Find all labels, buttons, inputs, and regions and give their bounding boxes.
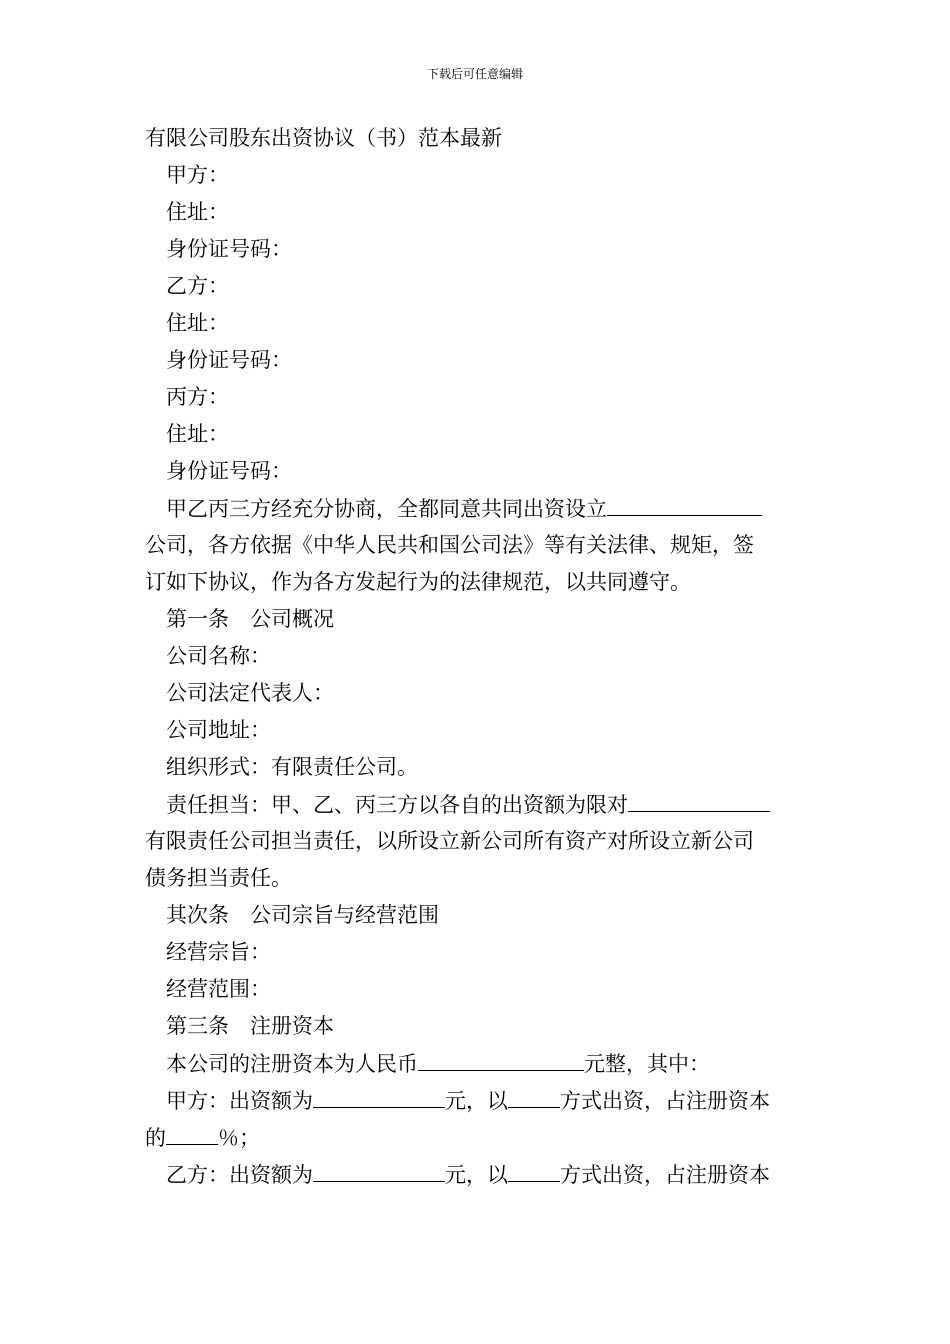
party-c-address: 住址： [166, 422, 229, 446]
party-b-id: 身份证号码： [166, 348, 292, 372]
intro-line-3: 订如下协议，作为各方发起行为的法律规范，以共同遵守。 [145, 570, 691, 594]
intro-line-2: 公司，各方依据《中华人民共和国公司法》等有关法律、规矩，签 [145, 533, 754, 557]
b-method-blank [508, 1159, 560, 1182]
org-form-field: 组织形式：有限责任公司。 [166, 755, 418, 779]
party-a-address: 住址： [166, 200, 229, 224]
purpose-field: 经营宗旨： [166, 940, 271, 964]
capital-text-a: 本公司的注册资本为人民币 [166, 1052, 418, 1076]
a-contrib-text-1: 甲方：出资额为 [166, 1089, 313, 1113]
party-a-id: 身份证号码： [166, 237, 292, 261]
b-contrib-text-3: 方式出资，占注册资本 [560, 1163, 770, 1187]
legal-rep-field: 公司法定代表人： [166, 681, 334, 705]
company-name-field: 公司名称： [166, 644, 271, 668]
capital-amount-blank [418, 1048, 584, 1071]
intro-text-1: 甲乙丙三方经充分协商，全都同意共同出资设立 [166, 497, 607, 521]
liability-line-2: 有限责任公司担当责任，以所设立新公司所有资产对所设立新公司 [145, 829, 754, 853]
intro-line-1 [145, 493, 807, 530]
article-1-heading: 第一条 公司概况 [166, 607, 334, 631]
a-contrib-text-2: 元，以 [445, 1089, 508, 1113]
document-body [145, 123, 807, 1196]
party-a-contribution [145, 1085, 807, 1122]
document-title: 有限公司股东出资协议（书）范本最新 [145, 126, 502, 150]
a-contrib-text-5: ％； [218, 1126, 260, 1150]
a-contrib-text-3: 方式出资，占注册资本 [560, 1089, 770, 1113]
page-header: 下载后可任意编辑 [426, 67, 523, 81]
article-3-heading: 第三条 注册资本 [166, 1014, 334, 1038]
b-contrib-text-1: 乙方：出资额为 [166, 1163, 313, 1187]
company-name-blank [607, 493, 762, 516]
capital-line [145, 1048, 807, 1085]
party-c-label: 丙方： [166, 385, 229, 409]
article-2-heading: 其次条 公司宗旨与经营范围 [166, 903, 439, 927]
capital-text-b: 元整，其中： [584, 1052, 710, 1076]
b-amount-blank [313, 1159, 445, 1182]
company-address-field: 公司地址： [166, 718, 271, 742]
party-b-address: 住址： [166, 311, 229, 335]
liability-line-1 [145, 789, 807, 826]
b-contrib-text-2: 元，以 [445, 1163, 508, 1187]
party-b-contribution [145, 1159, 807, 1196]
a-method-blank [508, 1085, 560, 1108]
party-a-label: 甲方： [166, 163, 229, 187]
liability-line-3: 债务担当责任。 [145, 866, 292, 890]
a-contrib-text-4: 的 [145, 1126, 166, 1150]
a-amount-blank [313, 1085, 445, 1108]
scope-field: 经营范围： [166, 977, 271, 1001]
party-b-label: 乙方： [166, 274, 229, 298]
party-c-id: 身份证号码： [166, 459, 292, 483]
party-a-percent-line [145, 1122, 807, 1159]
liability-company-blank [628, 789, 770, 812]
a-percent-blank [166, 1122, 218, 1145]
liability-text-1: 责任担当：甲、乙、丙三方以各自的出资额为限对 [166, 793, 628, 817]
